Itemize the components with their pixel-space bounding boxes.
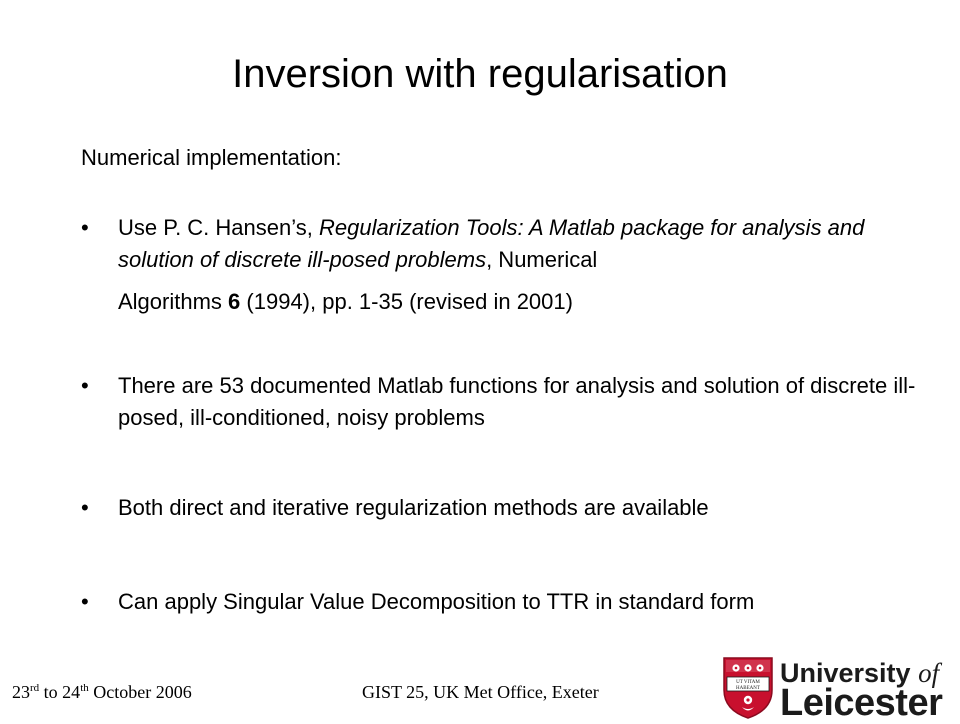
bullet-marker: • xyxy=(81,495,89,520)
bullet-text: Both direct and iterative regularization methods are available xyxy=(118,495,709,520)
ref-line-2 xyxy=(118,286,921,318)
footer-date-day1: 23 xyxy=(12,682,30,702)
bullet-marker: • xyxy=(81,589,89,614)
wordmark-university: University xyxy=(780,658,919,688)
ref-journal: , Numerical xyxy=(486,247,598,272)
bullet-text xyxy=(118,212,921,318)
footer-date-sup2: th xyxy=(80,682,89,694)
university-wordmark xyxy=(780,654,958,724)
ref-year-pages: (1994), pp. 1-35 xyxy=(240,289,403,314)
ref-volume: 6 xyxy=(228,289,241,314)
slide-title: Inversion with regularisation xyxy=(232,52,728,96)
bullet-item-methods xyxy=(81,492,921,524)
bullet-text: There are 53 documented Matlab functions for analysis and solution of discrete ill-posed, ill-conditioned, noisy problems xyxy=(118,373,916,430)
section-subheading: Numerical implementation: xyxy=(81,145,342,170)
bullet-item-hansen-reference xyxy=(81,212,921,318)
footer-date-to: to 24 xyxy=(39,682,81,702)
bullet-item-matlab-functions xyxy=(81,370,921,434)
bullet-text: Can apply Singular Value Decomposition to TTR in standard form xyxy=(118,589,755,614)
university-logo xyxy=(722,654,958,724)
wordmark-line-2: Leicester xyxy=(780,682,943,724)
bullet-marker: • xyxy=(81,373,89,398)
ref-journal-cont: Algorithms xyxy=(118,289,229,314)
bullet-marker: • xyxy=(81,215,89,240)
svg-text:UT VITAM: UT VITAM xyxy=(736,680,760,685)
footer-date xyxy=(12,680,192,704)
university-shield-icon xyxy=(722,656,774,720)
footer-date-sup1: rd xyxy=(30,682,40,694)
svg-text:HABEANT: HABEANT xyxy=(736,686,760,691)
bullet-item-svd xyxy=(81,586,921,618)
ref-revision-note: (revised in 2001) xyxy=(409,289,573,314)
footer-event: GIST 25, UK Met Office, Exeter xyxy=(362,682,599,702)
wordmark-of: of xyxy=(918,658,940,688)
ref-intro: Use P. C. Hansen’s, xyxy=(118,215,319,240)
ref-book-title: Regularization Tools: A Matlab package for analysis and solution of discrete ill-posed problems xyxy=(118,215,865,272)
footer-date-rest: October 2006 xyxy=(88,682,192,702)
